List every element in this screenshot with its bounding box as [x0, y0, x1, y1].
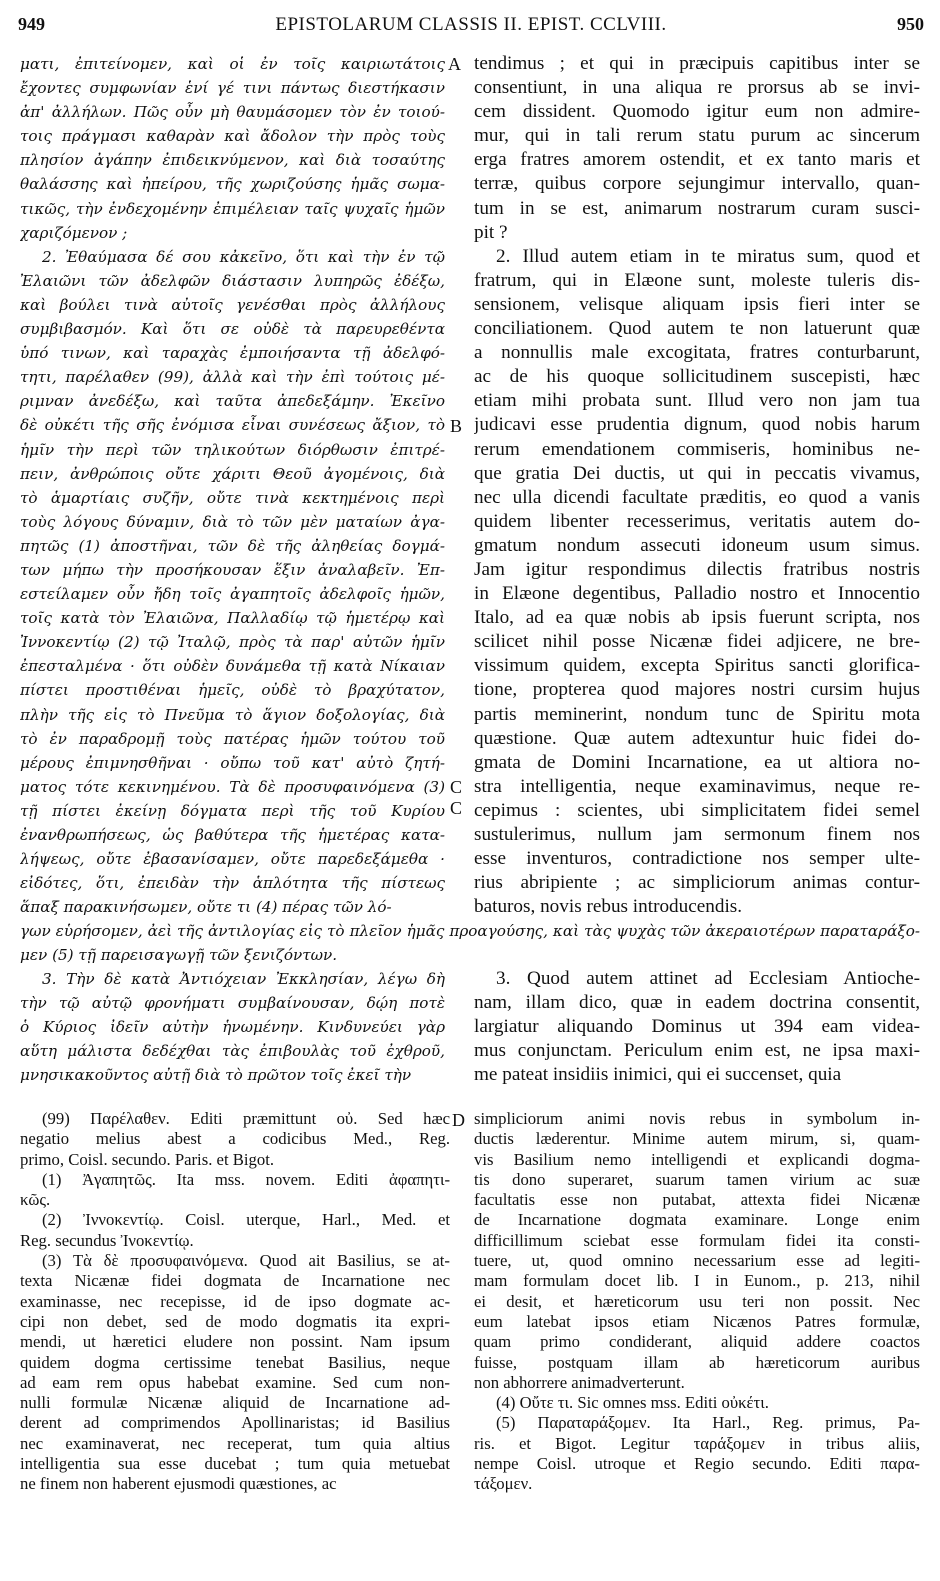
footnote-line: examinasse, nec recepisse, id de ipso dogmate ac-	[20, 1291, 450, 1311]
greek-line: εστείλαμεν οὖν ἤδη τοῖς ἀγαπητοῖς ἀδελφοῖς ἡμῶν,	[20, 585, 445, 604]
latin-line: rius abripiente ; ac simpliciorum animas contur-	[474, 872, 920, 894]
footnote-line: nec examinaverat, nec receperat, tum quia altius	[20, 1433, 450, 1453]
margin-marker-b: B	[450, 416, 463, 436]
greek-line: τικῶς, τὴν ἐνδεχομένην ἐπιμέλειαν ταῖς ψυχαῖς ἡμῶν	[20, 199, 445, 218]
footnote-line: mendi, ut hæretici eludere non possint. Nam ipsum	[20, 1332, 450, 1352]
greek-line: εἰδότες, ὅτι, ἐπειδὰν τὴν ἁπλότητα τῆς πίστεως	[20, 874, 445, 893]
latin-line: 3. Quod autem attinet ad Ecclesiam Antioche-	[496, 968, 920, 989]
latin-line: rerum emendationem commiseris, hominibus ne-	[474, 438, 920, 460]
greek-line: ριμναν ἀνεδέξω, καὶ ταῦτα ἀπεδεξάμην. Ἐκεῖνο	[20, 392, 445, 411]
greek-line: πειν, ἀνθρώποις οὔτε χάριτι Θεοῦ ἀγομένοις, διὰ	[20, 464, 445, 483]
footnote-line: τάξομεν.	[474, 1474, 533, 1494]
footnote-line: facultatis esse non putabat, attexta fidei Nicænæ	[474, 1190, 920, 1210]
footnote-line: de Incarnatione dogmata examinare. Longe enim	[474, 1210, 920, 1230]
footnote-line: ei desit, et hæreticorum usu teri non possit. Nec	[474, 1291, 920, 1311]
greek-line: καὶ βούλει τινὰ αὐτοῖς γενέσθαι πρὸς ἀλλήλους	[20, 295, 445, 314]
footnote-line: eum latebat ipsos etiam Nicænos Patres formulæ,	[474, 1311, 920, 1331]
footnote-line: simpliciorum animi novis rebus in symbolum in-	[474, 1109, 920, 1128]
greek-full-width-lines	[20, 919, 920, 967]
greek-line: τοὺς λόγους δύναμιν, διὰ τὸ τῶν μὲν ματαίων ἀγα-	[20, 512, 445, 531]
latin-line: sustulerimus, nullum jam sermonum finem nos	[474, 824, 920, 845]
latin-paragraph-3	[474, 967, 920, 1087]
footnotes-left	[20, 1109, 450, 1495]
latin-line: gmata de Domini Incarnatione, ea ut altiora no-	[474, 751, 920, 773]
latin-line: nam, illam dico, quæ in eadem doctrina consentit,	[474, 992, 920, 1014]
page-number-right: 950	[897, 14, 924, 34]
footnote-line: ad eam rem opus habebat examine. Sed cum non-	[20, 1372, 450, 1392]
greek-line: μέρους ἐπιμνησθῆναι · οὔπω τοῦ κατ' αὐτὸ ζητή-	[20, 753, 445, 772]
greek-line: ὁ Κύριος ἰδεῖν αὐτὴν ἡνωμένην. Κινδυνεύει γὰρ	[20, 1018, 445, 1037]
greek-line: τῇ πίστει ἐκείνῃ δόγματα περὶ τῆς τοῦ Κυρίου	[20, 801, 445, 820]
latin-line: stra intelligentia, neque examinavimus, neque re-	[474, 775, 920, 797]
latin-line: in Elæone degentibus, Palladio nostro et Innocentio	[474, 583, 920, 605]
greek-line: πλησίον ἀγάπην ἐπιδεικνύμενον, καὶ διὰ τοσαύτης	[20, 151, 445, 170]
latin-line: conciliationem. Quod autem te non latuerunt quæ	[474, 318, 920, 340]
latin-line: tendimus ; et qui in præcipuis capitibus inter se	[474, 53, 920, 74]
latin-line: Jam igitur respondimus dilectis fratribus nostris	[474, 558, 920, 580]
footnote-line: primo, Coisl. secundo. Paris. et Bigot.	[20, 1149, 275, 1169]
latin-line: a nonnullis male excogitata, fratres conturbarunt,	[474, 342, 920, 364]
footnote-line: Reg. secundus Ἰνοκεντίῳ.	[20, 1230, 194, 1250]
latin-line: tione, propterea quod majores nostri cursim hujus	[474, 679, 920, 701]
footnote-line: ris. et Bigot. Legitur ταράξομεν in tribus aliis,	[474, 1433, 920, 1453]
footnote-line: intelligentia sua esse ducebat ; tum quia metuebat	[20, 1454, 450, 1474]
greek-line: συμβιβασμόν. Καὶ ὅτι σε οὐδὲ τὰ παρευρεθέντα	[20, 320, 445, 339]
latin-line: cem dissident. Quomodo igitur eum non admire-	[474, 101, 920, 123]
greek-line: θαλάσσης καὶ ἠπείρου, τῆς χωριζούσης ἡμᾶς σωμα-	[20, 175, 445, 194]
greek-line: των μήπω τὴν προσήκουσαν ἕξιν ἀναλαβεῖν. Ἐπ-	[20, 560, 445, 579]
page-number-left: 949	[18, 14, 45, 34]
margin-marker-d: D	[452, 1110, 465, 1130]
running-title: EPISTOLARUM CLASSIS II. EPIST. CCLVIII.	[275, 14, 667, 35]
footnote-line: nempe Coisl. utroque et Regio secundo. Editi παρα-	[474, 1454, 920, 1474]
footnote-line: nulli formulæ Nicænæ aliquid de Incarnatione ad-	[20, 1393, 450, 1413]
latin-line: nec ulla dicendi facultate præditis, eo quod a vanis	[474, 486, 920, 508]
latin-line: scilicet nihil posse Nicænæ fidei adjicere, ne bre-	[474, 631, 920, 653]
latin-line: cepimus : scientes, ubi simplicitatem fidei semel	[474, 799, 920, 821]
footnote-line: quam primo condiderant, aliquid addere coactos	[474, 1332, 920, 1352]
latin-line: consentiunt, in una aliqua re prorsus ab se invi-	[474, 77, 920, 99]
greek-line: δὲ οὐκέτι τῆς σῆς ἐνόμισα εἶναι συνέσεως ἄξιον, τὸ	[20, 416, 445, 435]
latin-line: erga fratres amorem ostendit, et ex tanto maris et	[474, 149, 920, 171]
latin-line: baturos, novis rebus introducendis.	[474, 896, 743, 918]
greek-line: ἅπαξ παρακινήσωμεν, οὔτε τι (4) πέρας τῶν λό-	[20, 898, 392, 917]
latin-line: gmatum nondum assecuti idoneum usum simus.	[474, 534, 920, 556]
footnote-line: difficillimum sciebat esse formulam fidei ita consti-	[474, 1230, 920, 1250]
footnote-line: (99) Παρέλαθεν. Editi præmittunt οὐ. Sed hæc	[42, 1109, 450, 1128]
footnote-line: tis dono superaret, suarum tamen virium ac suæ	[474, 1169, 920, 1189]
footnote-line: (1) Ἀγαπητῶς. Ita mss. novem. Editi ἀφαπητι-	[42, 1169, 450, 1189]
footnote-line: (5) Παραταράξομεν. Ita Harl., Reg. primus, Pa-	[496, 1413, 920, 1433]
greek-line: τὸ ἐν παραδρομῇ τοὺς πατέρας ἡμῶν τούτου τοῦ	[20, 729, 445, 748]
greek-line: ὑπό τινων, καὶ ταραχὰς ἐμποιήσαντα τῇ ἀδελφό-	[20, 344, 445, 363]
margin-marker-c: C	[450, 777, 463, 797]
latin-line: ac de his quoque sollicitudinem suscepisti, hæc	[474, 366, 920, 388]
latin-line: vissimum quidem, excepta Spiritus sancti glorifica-	[474, 655, 920, 677]
greek-line: 2. Ἐθαύμασα δέ σου κἀκεῖνο, ὅτι καὶ τὴν ἐν τῷ	[42, 247, 445, 266]
greek-line: χαριζόμενον ;	[20, 223, 128, 242]
latin-line: quæstione. Quæ autem adtexuntur huic fidei do-	[474, 727, 920, 749]
greek-line: ἔχοντες συμφωνίαν ἑνί γέ τινι πάντως διεστήκασιν	[20, 79, 445, 98]
running-header	[18, 14, 924, 40]
latin-line: quidem libenter recesserimus, veritatis autem do-	[474, 510, 920, 532]
greek-wide-line: γων εὑρήσομεν, ἀεὶ τῆς ἀντιλογίας εἰς τὸ πλεῖον ἡμᾶς προαγούσης, καὶ τὰς ψυχὰς τῶν ἀκεραιοτέρων παραταράξο-	[20, 922, 920, 940]
latin-line: me pateat insidiis inimici, qui ei succenset, quia	[474, 1064, 842, 1086]
greek-line: τὴν τῷ αὐτῷ φρονήματι συμβαίνουσαν, δῴη ποτὲ	[20, 994, 445, 1013]
greek-line: ἐνανθρωπήσεως, ὡς βαθύτερα τῆς ἡμετέρας κατα-	[20, 826, 445, 844]
latin-line: judicavi esse prudentia dignum, quod nobis harum	[474, 414, 920, 436]
footnotes-right	[474, 1109, 920, 1495]
latin-line: Italo, ad ea quæ nobis ab ipsis fuerunt scripta, nos	[474, 607, 920, 629]
greek-line: ἀπ' ἀλλήλων. Πῶς οὖν μὴ θαυμάσομεν τὸν ἐν τοιού-	[20, 103, 445, 122]
latin-line: esse inventuros, contradictione nos semper ulte-	[474, 848, 920, 870]
latin-line: tum in se est, animarum nostrarum curam susci-	[474, 197, 920, 219]
footnote-line: (3) Τὰ δὲ προσυφαινόμενα. Quod ait Basilius, se at-	[42, 1251, 450, 1271]
latin-line: fratrum, qui in Elæone sunt, moleste tuleris dis-	[474, 269, 920, 291]
margin-marker-a: A	[448, 54, 461, 74]
greek-line: αὕτη μάλιστα δεδέχθαι τὰς ἐπιβουλὰς τοῦ ἐχθροῦ,	[20, 1042, 445, 1061]
latin-line: etiam mihi probata sunt. Illud vero non jam tua	[474, 390, 920, 412]
greek-column	[20, 52, 445, 919]
footnote-line: tuere, ut, quod omnino necessarium esse ad legiti-	[474, 1251, 920, 1271]
greek-line: τὸ ἁμαρτίαις συζῆν, οὔτε τινὰ κεκτημένοις περὶ	[20, 488, 445, 507]
greek-line: πίστει προστιθέναι ἡμεῖς, οὐδὲ τὸ βραχύτατον,	[20, 681, 445, 700]
greek-line: ματος τότε κεκινημένου. Τὰ δὲ προσυφαινόμενα (3)	[20, 777, 445, 796]
latin-column	[474, 52, 920, 919]
footnote-line: mam formulam docet lib. I in Eunom., p. 213, nihil	[474, 1271, 920, 1291]
greek-line: λήψεως, οὔτε ἐβασανίσαμεν, οὔτε παρεδεξάμεθα ·	[20, 850, 445, 869]
margin-marker-c2: C	[450, 798, 463, 818]
latin-line: pit ?	[474, 221, 508, 243]
greek-line: πλὴν τῆς εἰς τὸ Πνεῦμα τὸ ἅγιον δοξολογίας, διὰ	[20, 705, 445, 724]
greek-line: τητι, παρέλαθεν (99), ἀλλὰ καὶ τὴν ἐπὶ τούτοις μέ-	[20, 368, 445, 387]
footnote-line: cipi non debet, sed de modo dogmatis ita expri-	[20, 1311, 450, 1331]
footnote-line: (2) Ἰννοκεντίῳ. Coisl. uterque, Harl., Med. et	[42, 1210, 450, 1230]
greek-line: ἡμῖν τὴν περὶ τῶν τηλικούτων διόρθωσιν ἐπιτρέ-	[20, 440, 445, 459]
greek-line: τοῖς κατὰ τὸν Ἐλαιῶνα, Παλλαδίῳ τῷ ἡμετέρῳ καὶ	[20, 609, 445, 628]
latin-line: largiatur aliquando Dominus ut 394 eam videa-	[474, 1016, 920, 1038]
latin-line: 2. Illud autem etiam in te miratus sum, quod et	[496, 245, 920, 267]
latin-line: terræ, quibus corpore sejungimur intervallo, quan-	[474, 173, 920, 195]
greek-line: 3. Τὴν δὲ κατὰ Ἀντιόχειαν Ἐκκλησίαν, λέγω δὴ	[42, 970, 445, 988]
footnote-line: κῶς.	[20, 1190, 51, 1210]
footnote-line: fuisse, postquam illam ab hæreticorum auribus	[474, 1352, 920, 1372]
latin-line: mus conjunctam. Periculum enim est, ne ipsa maxi-	[474, 1040, 920, 1062]
greek-line: ματι, ἐπιτείνομεν, καὶ οἱ ἐν τοῖς καιριωτάτοις	[20, 55, 445, 73]
latin-line: sensionem, velisque aliquam ipsis fieri inter se	[474, 293, 920, 315]
footnote-line: negatio melius abest a codicibus Med., Reg.	[20, 1129, 450, 1149]
greek-line: Ἐλαιῶνι τῶν ἀδελφῶν διάστασιν λυπηρῶς ἐδέξω,	[20, 271, 445, 290]
greek-wide-line: μεν (5) τῇ παρεισαγωγῇ τῶν ξενιζόντων.	[20, 946, 338, 965]
greek-line: μνησικακοῦντος αὐτῇ διὰ τὸ πρῶτον τοῖς ἐκεῖ τὴν	[20, 1066, 412, 1085]
footnote-line: ductis læderentur. Minime autem mirum, si, quam-	[474, 1129, 920, 1149]
footnote-line: (4) Οὔτε τι. Sic omnes mss. Editi οὐκέτι.	[496, 1393, 769, 1413]
footnote-line: ne finem non haberent ejusmodi quæstiones, ac	[20, 1474, 337, 1494]
footnote-line: non abhorrere animadverterunt.	[474, 1372, 685, 1392]
latin-line: partis meminerint, nondum tunc de Spiritu mota	[474, 703, 920, 725]
greek-line: τοις πράγμασι καθαρὰν καὶ ἄδολον τὴν πρὸς τοὺς	[20, 127, 445, 146]
latin-line: que gratia Dei ductis, ut qui in peccatis vivamus,	[474, 462, 920, 484]
greek-line: πητῶς (1) ἀποστῆναι, τῶν δὲ τῆς ἀληθείας δογμά-	[20, 536, 445, 555]
greek-line: Ἰννοκεντίῳ (2) τῷ Ἰταλῷ, πρὸς τὰ παρ' αὐτῶν ἡμῖν	[20, 633, 445, 652]
footnote-line: derent ad comprimendos Apollinaristas; id Basilius	[20, 1413, 450, 1433]
latin-line: mur, qui in tali rerum statu purum ac sincerum	[474, 125, 920, 147]
greek-line: ἐπεσταλμένα · ὅτι οὐδὲν δυνάμεθα τῇ κατὰ Νίκαιαν	[20, 657, 445, 676]
footnote-line: texta Nicænæ fidei dogmata de Incarnatione nec	[20, 1271, 450, 1291]
greek-paragraph-3	[20, 967, 445, 1087]
footnote-line: vis Basilium nemo intelligendi et explicandi dogma-	[474, 1149, 920, 1169]
footnote-line: quidem dogma certissime tenebat Basilius, neque	[20, 1352, 450, 1372]
